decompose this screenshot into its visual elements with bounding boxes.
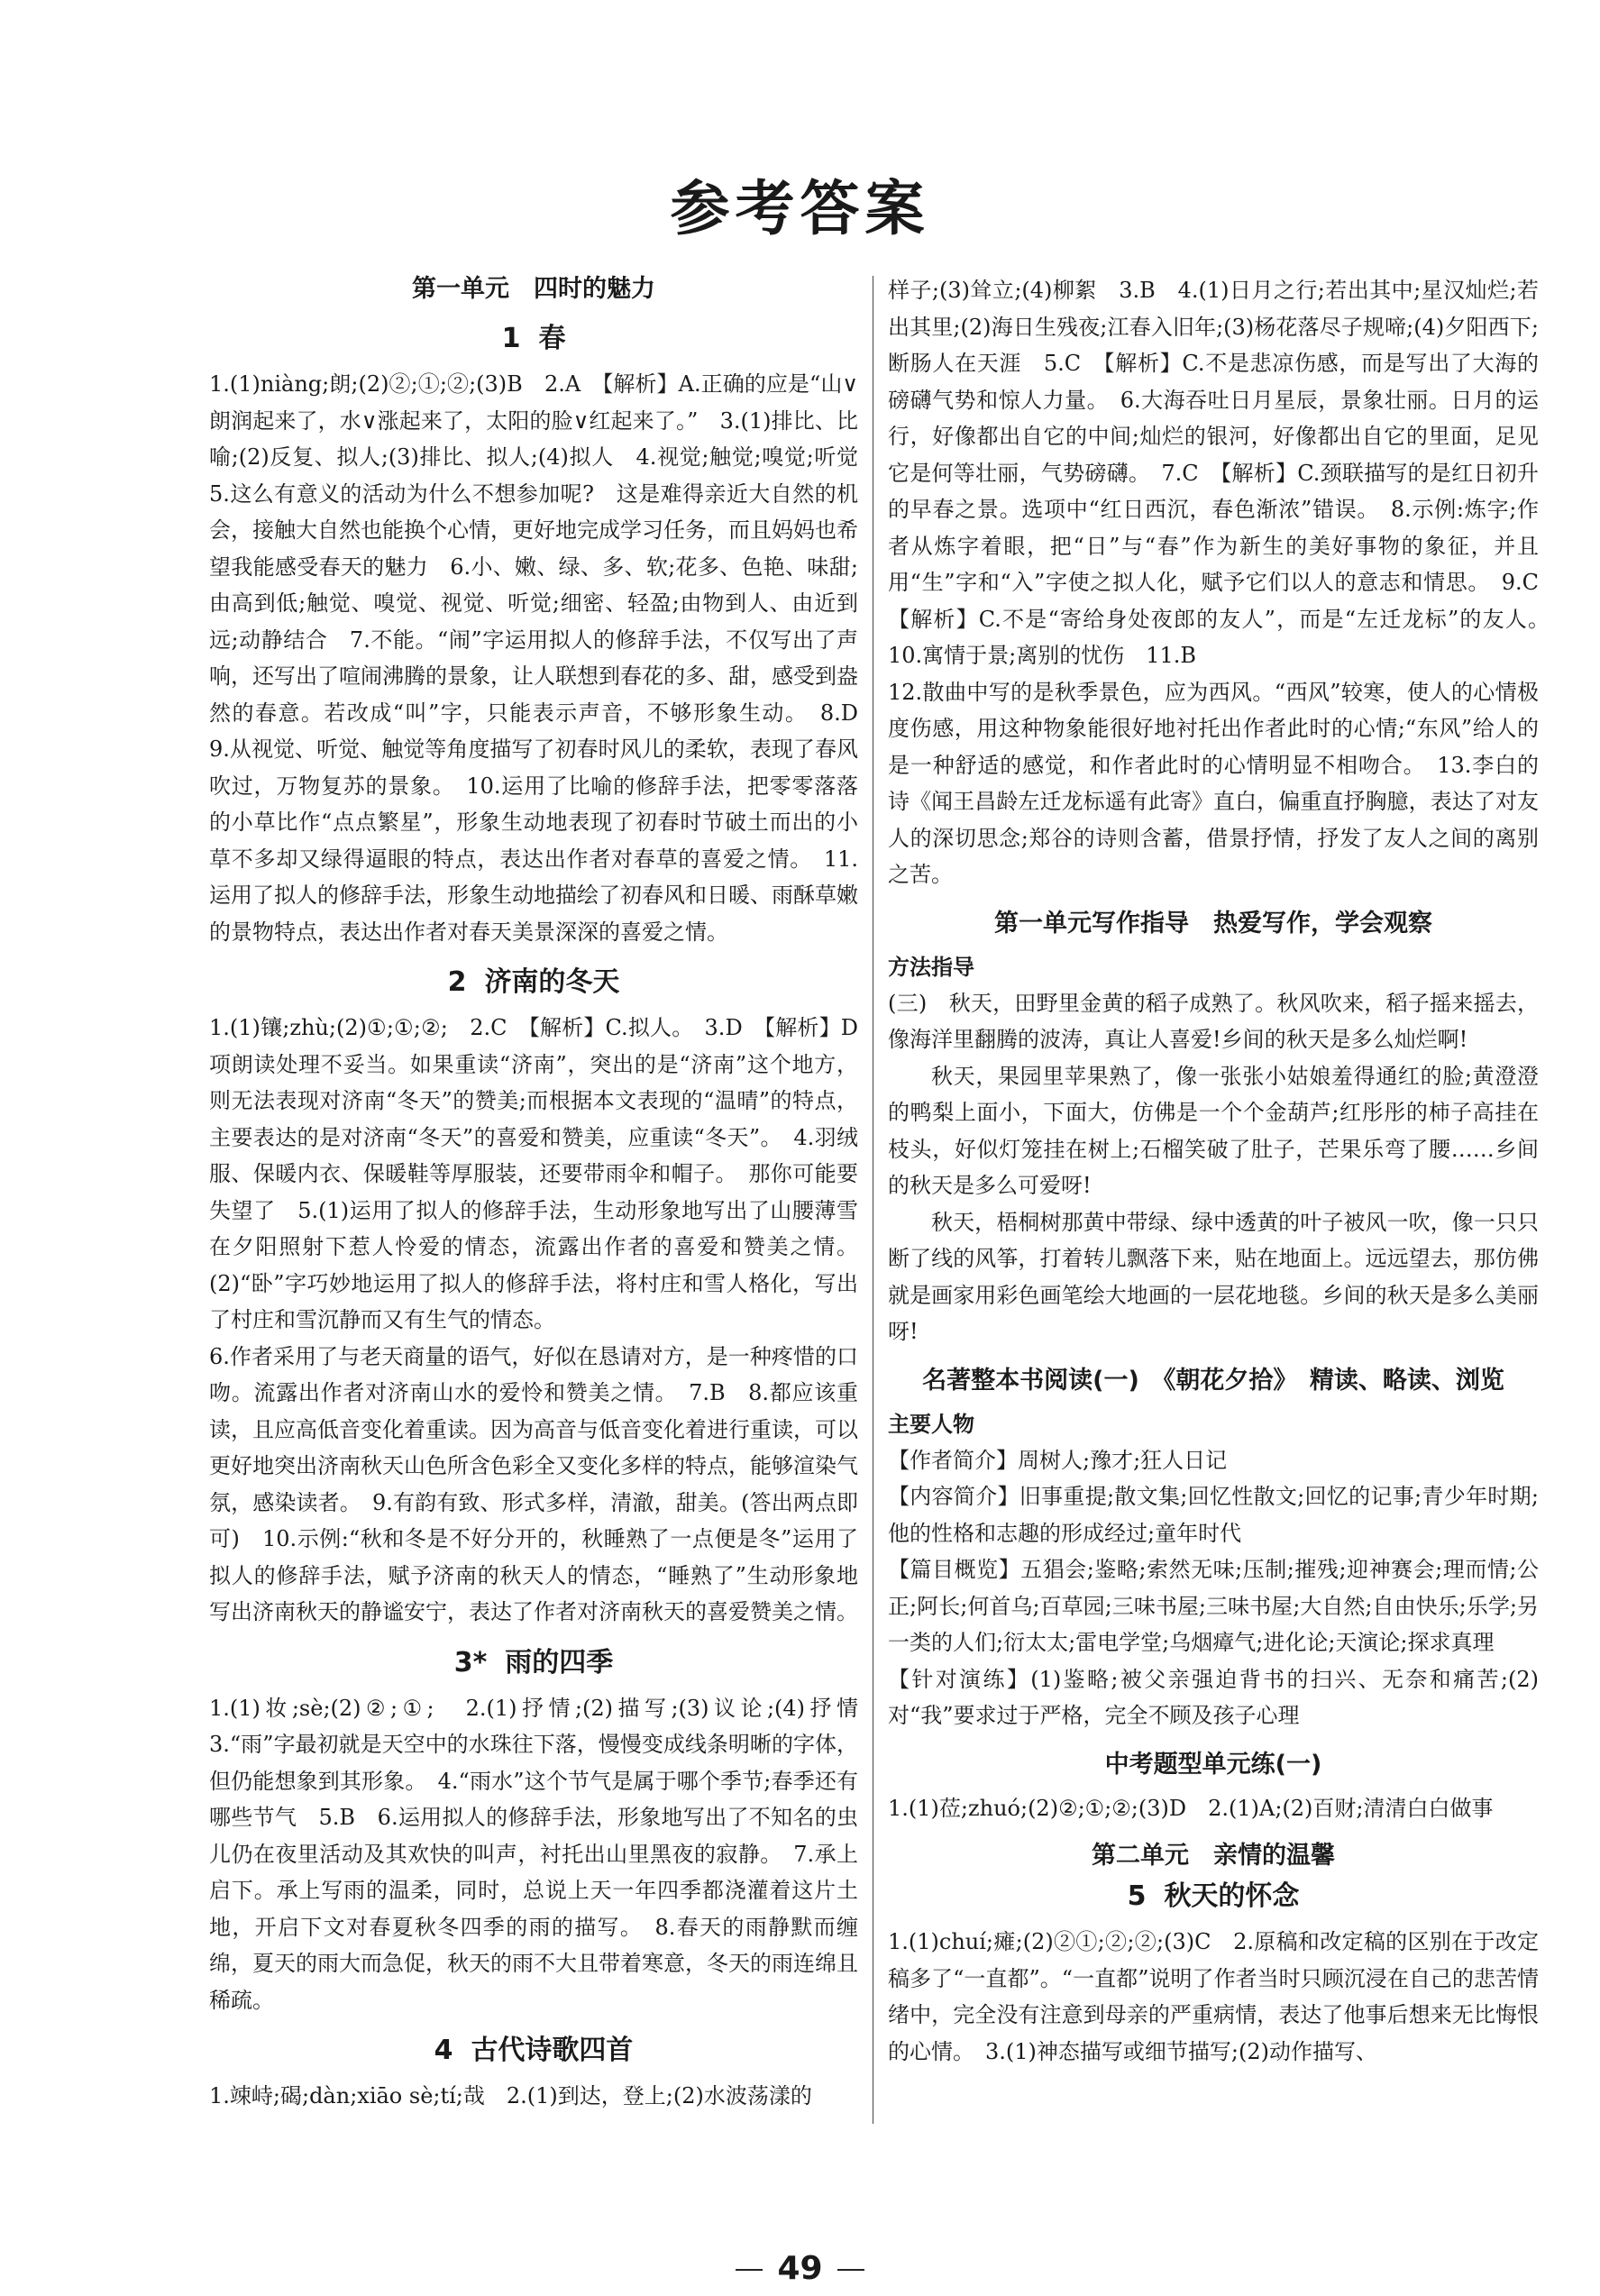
lesson2-number: 2 — [447, 966, 467, 998]
left-column — [209, 272, 880, 2115]
writing-paragraph-1: (三) 秋天，田野里金黄的稻子成熟了。秋风吹来，稻子摇来摇去，像海洋里翻腾的波涛，真让人喜爱!乡间的秋天是多么灿烂啊! — [888, 990, 1539, 1052]
reading-heading: 名著整本书阅读(一) 《朝花夕拾》 精读、略读、浏览 — [922, 1366, 1504, 1395]
lesson4-title: 古代诗歌四首 — [471, 2035, 634, 2066]
footer-dash-left — [736, 2269, 763, 2271]
writing-paragraph-3: 秋天，梧桐树那黄中带绿、绿中透黄的叶子被风一吹，像一只只断了线的风筝，打着转儿飘落下来，贴在地面上。远远望去，那仿佛就是画家用彩色画笔绘大地画的一层花地毯。乡间的秋天是多么美丽呀! — [888, 1209, 1539, 1344]
page-footer — [0, 2250, 1600, 2287]
unit2-heading: 第二单元 亲情的温馨 — [1092, 1842, 1335, 1870]
practice: 【针对演练】(1)鉴略;被父亲强迫背书的扫兴、无奈和痛苦;(2)对“我”要求过于严格，完全不顾及孩子心理 — [888, 1666, 1539, 1728]
lesson5-title: 秋天的怀念 — [1164, 1880, 1300, 1912]
lesson5-number: 5 — [1127, 1880, 1147, 1912]
lesson3-answers: 1.(1)妆;sè;(2)②;①; 2.(1)抒情;(2)描写;(3)议论;(4)抒情 3.“雨”字最初就是天空中的水珠往下落，慢慢变成线条明晰的字体，但仍能想象到其形象。 4.“雨水”这个节气是属于哪个季节;春季还有哪些节气 5.B 6.运用拟人的修辞手法，形象地写出了不知名的虫儿仍在夜里活动及其欢快的叫声，衬托出山里黑夜的寂静。 7.承上启下。承上写雨的温柔，同时，总说上天一年四季都浇灌着这片土地，开启下文对春夏秋冬四季的雨的描写。 8.春天的雨静默而缠绵，夏天的雨大而急促，秋天的雨不大且带着寒意，冬天的雨连绵且稀疏。 — [209, 1695, 880, 2013]
lesson4-answers: 1.竦峙;碣;dàn;xiāo sè;tí;哉 2.(1)到达，登上;(2)水波荡漾的 — [209, 2083, 812, 2108]
page-title: 参考答案 — [670, 174, 930, 243]
lesson5-answers: 1.(1)chuí;瘫;(2)②①;②;②;(3)C 2.原稿和改定稿的区别在于改定稿多了“一直都”。“一直都”说明了作者当时只顾沉浸在自己的悲苦情绪中，完全没有注意到母亲的严重病情，表达了他事后想来无比悔恨的心情。 3.(1)神态描写或细节描写;(2)动作描写、 — [888, 1929, 1539, 2064]
lesson4-heading — [209, 2033, 858, 2069]
lesson1-answers: 1.(1)niàng;朗;(2)②;①;②;(3)B 2.A 【解析】A.正确的应是“山∨朗润起来了，水∨涨起来了，太阳的脸∨红起来了。” 3.(1)排比、比喻;(2)反复、拟人;(3)排比、拟人;(4)拟人 4.视觉;触觉;嗅觉;听觉 5.这么有意义的活动为什么不想参加呢? 这是难得亲近大自然的机会，接触大自然也能换个心情，更好地完成学习任务，而且妈妈也希望我能感受春天的魅力 6.小、嫩、绿、多、软;花多、色艳、味甜;由高到低;触觉、嗅觉、视觉、听觉;细密、轻盈;由物到人、由近到远;动静结合 7.不能。“闹”字运用拟人的修辞手法，不仅写出了声响，还写出了喧闹沸腾的景象，让人联想到春花的多、甜，感受到盎然的春意。若改成“叫”字，只能表示声音，不够形象生动。 8.D 9.从视觉、听觉、触觉等角度描写了初春时风儿的柔软，表现了春风吹过，万物复苏的景象。 10.运用了比喻的修辞手法，把零零落落的小草比作“点点繁星”，形象生动地表现了初春时节破土而出的小草不多却又绿得逼眼的特点，表达出作者对春草的喜爱之情。 11.运用了拟人的修辞手法，形象生动地描绘了初春风和日暖、雨酥草嫩的景物特点，表达出作者对春天美景深深的喜爱之情。 — [209, 371, 880, 945]
lesson1-heading — [209, 321, 858, 357]
lesson3-title: 雨的四季 — [505, 1646, 614, 1679]
lesson4-answers-continued: 样子;(3)耸立;(4)柳絮 3.B 4.(1)日月之行;若出其中;星汉灿烂;若出其里;(2)海日生残夜;江春入旧年;(3)杨花落尽子规啼;(4)夕阳西下;断肠人在天涯 5.C 【解析】C.不是悲凉伤感，而是写出了大海的磅礴气势和惊人力量。 6.大海吞吐日月星辰，景象壮丽。日月的运行，好像都出自它的中间;灿烂的银河，好像都出自它的里面，足见它是何等壮丽，气势磅礴。 7.C 【解析】C.颈联描写的是红日初升的早春之景。选项中“红日西沉，春色渐浓”错误。 8.示例:炼字;作者从炼字着眼，把“日”与“春”作为新生的美好事物的象征，并且用“生”字和“入”字使之拟人化，赋予它们以人的意志和情思。 9.C 【解析】C.不是“寄给身处夜郎的友人”，而是“左迁龙标”的友人。 10.寓情于景;离别的忧伤 11.B 12.散曲中写的是秋季景色，应为西风。“西风”较寒，使人的心情极度伤感，用这种物象能很好地衬托出作者此时的心情;“东风”给人的是一种舒适的感觉，和作者此时的心情明显不相吻合。 13.李白的诗《闻王昌龄左迁龙标遥有此寄》直白，偏重直抒胸臆，表达了对友人的深切思念;郑谷的诗则含蓄，借景抒情，抒发了友人之间的离别之苦。 — [888, 278, 1539, 887]
lesson2-heading — [209, 965, 858, 1001]
writing-paragraph-2: 秋天，果园里苹果熟了，像一张张小姑娘羞得通红的脸;黄澄澄的鸭梨上面小，下面大，仿佛是一个个金葫芦;红彤彤的柿子高挂在枝头，好似灯笼挂在树上;石榴笑破了肚子，芒果乐弯了腰……乡间的秋天是多么可爱呀! — [888, 1063, 1539, 1198]
lesson3-number: 3* — [453, 1646, 488, 1679]
lesson5-heading — [888, 1879, 1539, 1915]
unit1-heading: 第一单元 四时的魅力 — [412, 275, 655, 303]
lesson1-number: 1 — [501, 323, 521, 354]
lesson1-title: 春 — [538, 323, 566, 354]
chapter-overview: 【篇目概览】五猖会;鉴略;索然无味;压制;摧残;迎神赛会;理而情;公正;阿长;何首乌;百草园;三味书屋;三味书屋;大自然;自由快乐;乐学;另一类的人们;衍太太;雷电学堂;乌烟瘴气;进化论;天演论;探求真理 — [888, 1557, 1539, 1655]
writing-guide-heading: 第一单元写作指导 热爱写作，学会观察 — [994, 909, 1432, 938]
lesson2-title: 济南的冬天 — [484, 966, 620, 998]
method-label: 方法指导 — [888, 954, 974, 980]
lesson2-answers: 1.(1)镶;zhù;(2)①;①;②; 2.C 【解析】C.拟人。 3.D 【解析】D项朗读处理不妥当。如果重读“济南”，突出的是“济南”这个地方，则无法表现对济南“冬天”的赞美;而根据本文表现的“温晴”的特点，主要表达的是对济南“冬天”的喜爱和赞美，应重读“冬天”。 4.羽绒服、保暖内衣、保暖鞋等厚服装，还要带雨伞和帽子。 那你可能要失望了 5.(1)运用了拟人的修辞手法，生动形象地写出了山腰薄雪在夕阳照射下惹人怜爱的情态，流露出作者的喜爱和赞美之情。(2)“卧”字巧妙地运用了拟人的修辞手法，将村庄和雪人格化，写出了村庄和雪沉静而又有生气的情态。 6.作者采用了与老天商量的语气，好似在恳请对方，是一种疼惜的口吻。流露出作者对济南山水的爱怜和赞美之情。 7.B 8.都应该重读，且应高低音变化着重读。因为高音与低音变化着进行重读，可以更好地突出济南秋天山色所含色彩全又变化多样的特点，能够渲染气氛，感染读者。 9.有韵有致、形式多样，清澈，甜美。(答出两点即可) 10.示例:“秋和冬是不好分开的，秋睡熟了一点便是冬”运用了拟人的修辞手法，赋予济南的秋天人的情态，“睡熟了”生动形象地写出济南秋天的静谧安宁，表达了作者对济南秋天的喜爱赞美之情。 — [209, 1015, 858, 1624]
lesson4-number: 4 — [434, 2035, 453, 2066]
right-column — [888, 272, 1539, 2070]
page-number: 49 — [777, 2250, 823, 2287]
exam-heading: 中考题型单元练(一) — [1104, 1750, 1322, 1779]
lesson3-heading — [209, 1645, 858, 1681]
author-intro: 【作者简介】周树人;豫才;狂人日记 — [888, 1447, 1228, 1473]
exam-answers: 1.(1)莅;zhuó;(2)②;①;②;(3)D 2.(1)A;(2)百财;清清白白做事 — [888, 1795, 1494, 1821]
footer-dash-right — [837, 2269, 864, 2271]
characters-label: 主要人物 — [888, 1411, 974, 1437]
content-intro: 【内容简介】旧事重提;散文集;回忆性散文;回忆的记事;青少年时期;他的性格和志趣的形成经过;童年时代 — [888, 1484, 1539, 1546]
